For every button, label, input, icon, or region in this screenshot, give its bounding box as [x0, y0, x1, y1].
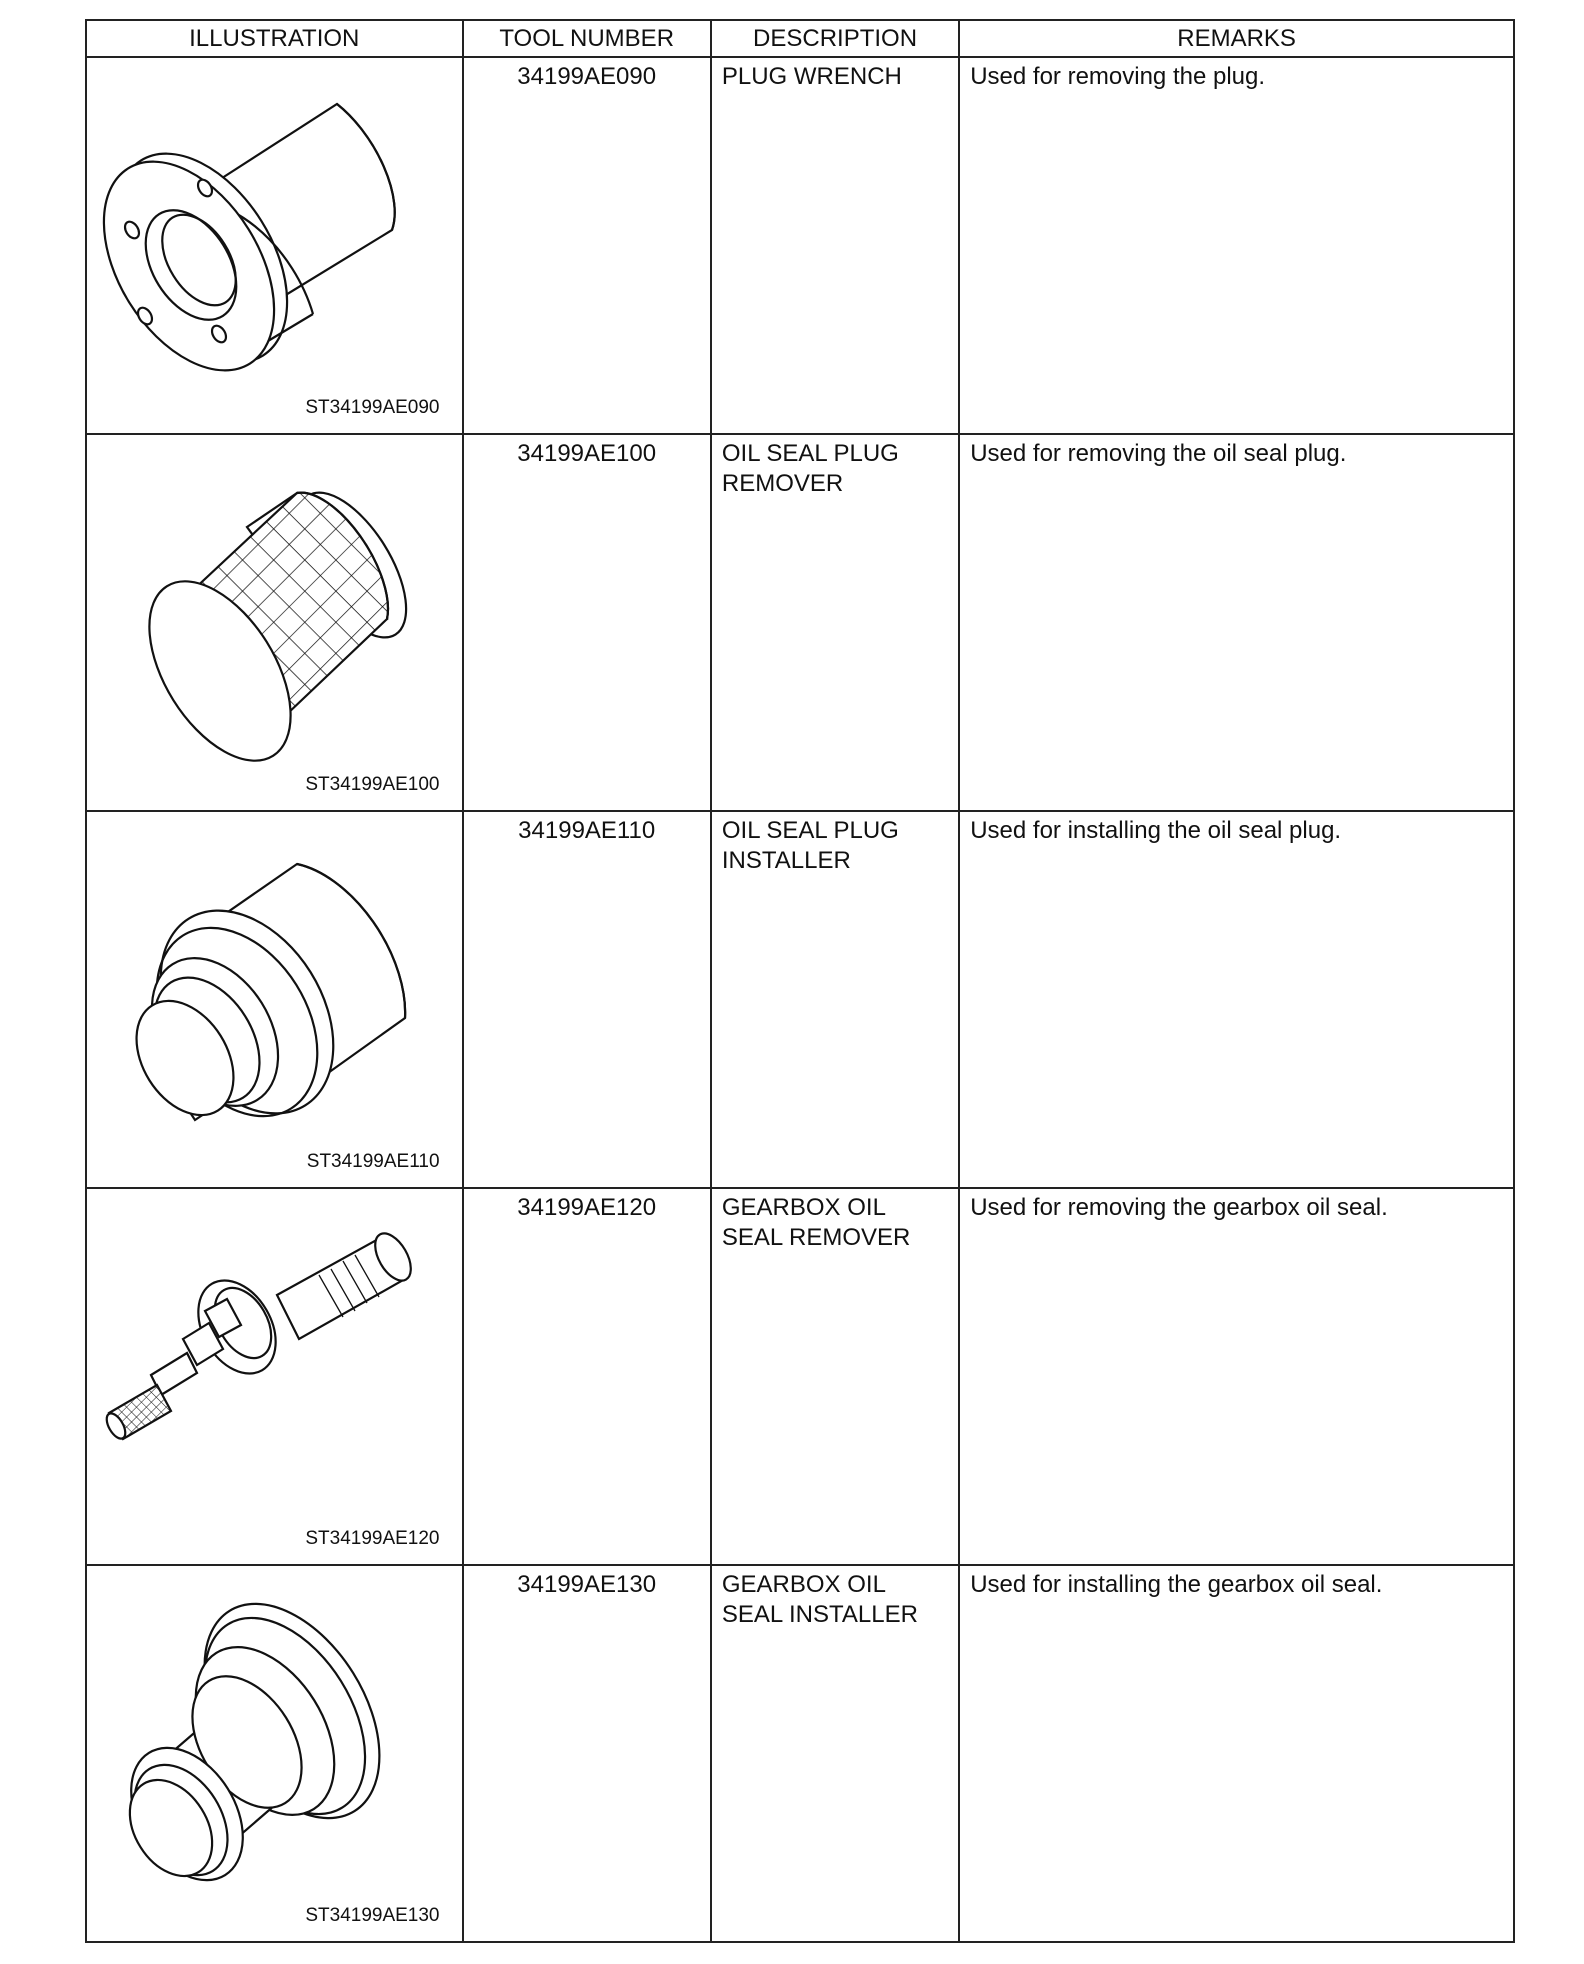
special-tools-table: [85, 19, 1515, 1943]
description-cell: OIL SEAL PLUG INSTALLER: [711, 811, 959, 1188]
table-row: [86, 811, 1514, 1188]
illustration-cell: [86, 811, 463, 1188]
illustration-code: ST34199AE100: [305, 774, 440, 795]
header-tool-number: TOOL NUMBER: [463, 20, 711, 57]
illustration-code: ST34199AE120: [305, 1528, 440, 1549]
illustration-cell: [86, 434, 463, 811]
table-row: [86, 434, 1514, 811]
tool-number-cell: 34199AE110: [463, 811, 711, 1188]
illustration-cell: [86, 57, 463, 434]
remarks-cell: Used for removing the oil seal plug.: [959, 434, 1514, 811]
illustration-cell: [86, 1565, 463, 1942]
tool-number-cell: 34199AE130: [463, 1565, 711, 1942]
header-description: DESCRIPTION: [711, 20, 959, 57]
table-row: [86, 57, 1514, 434]
table-row: [86, 1565, 1514, 1942]
remarks-cell: Used for removing the gearbox oil seal.: [959, 1188, 1514, 1565]
tool-number-cell: 34199AE100: [463, 434, 711, 811]
tool-number-cell: 34199AE120: [463, 1188, 711, 1565]
header-remarks: REMARKS: [959, 20, 1514, 57]
description-cell: GEARBOX OIL SEAL REMOVER: [711, 1188, 959, 1565]
remarks-cell: Used for installing the gearbox oil seal.: [959, 1565, 1514, 1942]
gearbox-oil-seal-installer-illustration: [87, 1566, 463, 1936]
remarks-cell: Used for installing the oil seal plug.: [959, 811, 1514, 1188]
oil-seal-plug-remover-illustration: [87, 435, 463, 805]
illustration-code: ST34199AE090: [305, 397, 440, 418]
table-row: [86, 1188, 1514, 1565]
table-header-row: [86, 20, 1514, 57]
illustration-code: ST34199AE130: [305, 1905, 440, 1926]
tool-number-cell: 34199AE090: [463, 57, 711, 434]
special-tools-sheet: [85, 19, 1515, 1943]
description-cell: GEARBOX OIL SEAL INSTALLER: [711, 1565, 959, 1942]
gearbox-oil-seal-remover-illustration: [87, 1189, 463, 1559]
plug-wrench-illustration: [87, 58, 463, 428]
description-cell: OIL SEAL PLUG REMOVER: [711, 434, 959, 811]
header-illustration: ILLUSTRATION: [86, 20, 463, 57]
illustration-cell: [86, 1188, 463, 1565]
remarks-cell: Used for removing the plug.: [959, 57, 1514, 434]
description-cell: PLUG WRENCH: [711, 57, 959, 434]
oil-seal-plug-installer-illustration: [87, 812, 463, 1182]
illustration-code: ST34199AE110: [306, 1151, 440, 1172]
